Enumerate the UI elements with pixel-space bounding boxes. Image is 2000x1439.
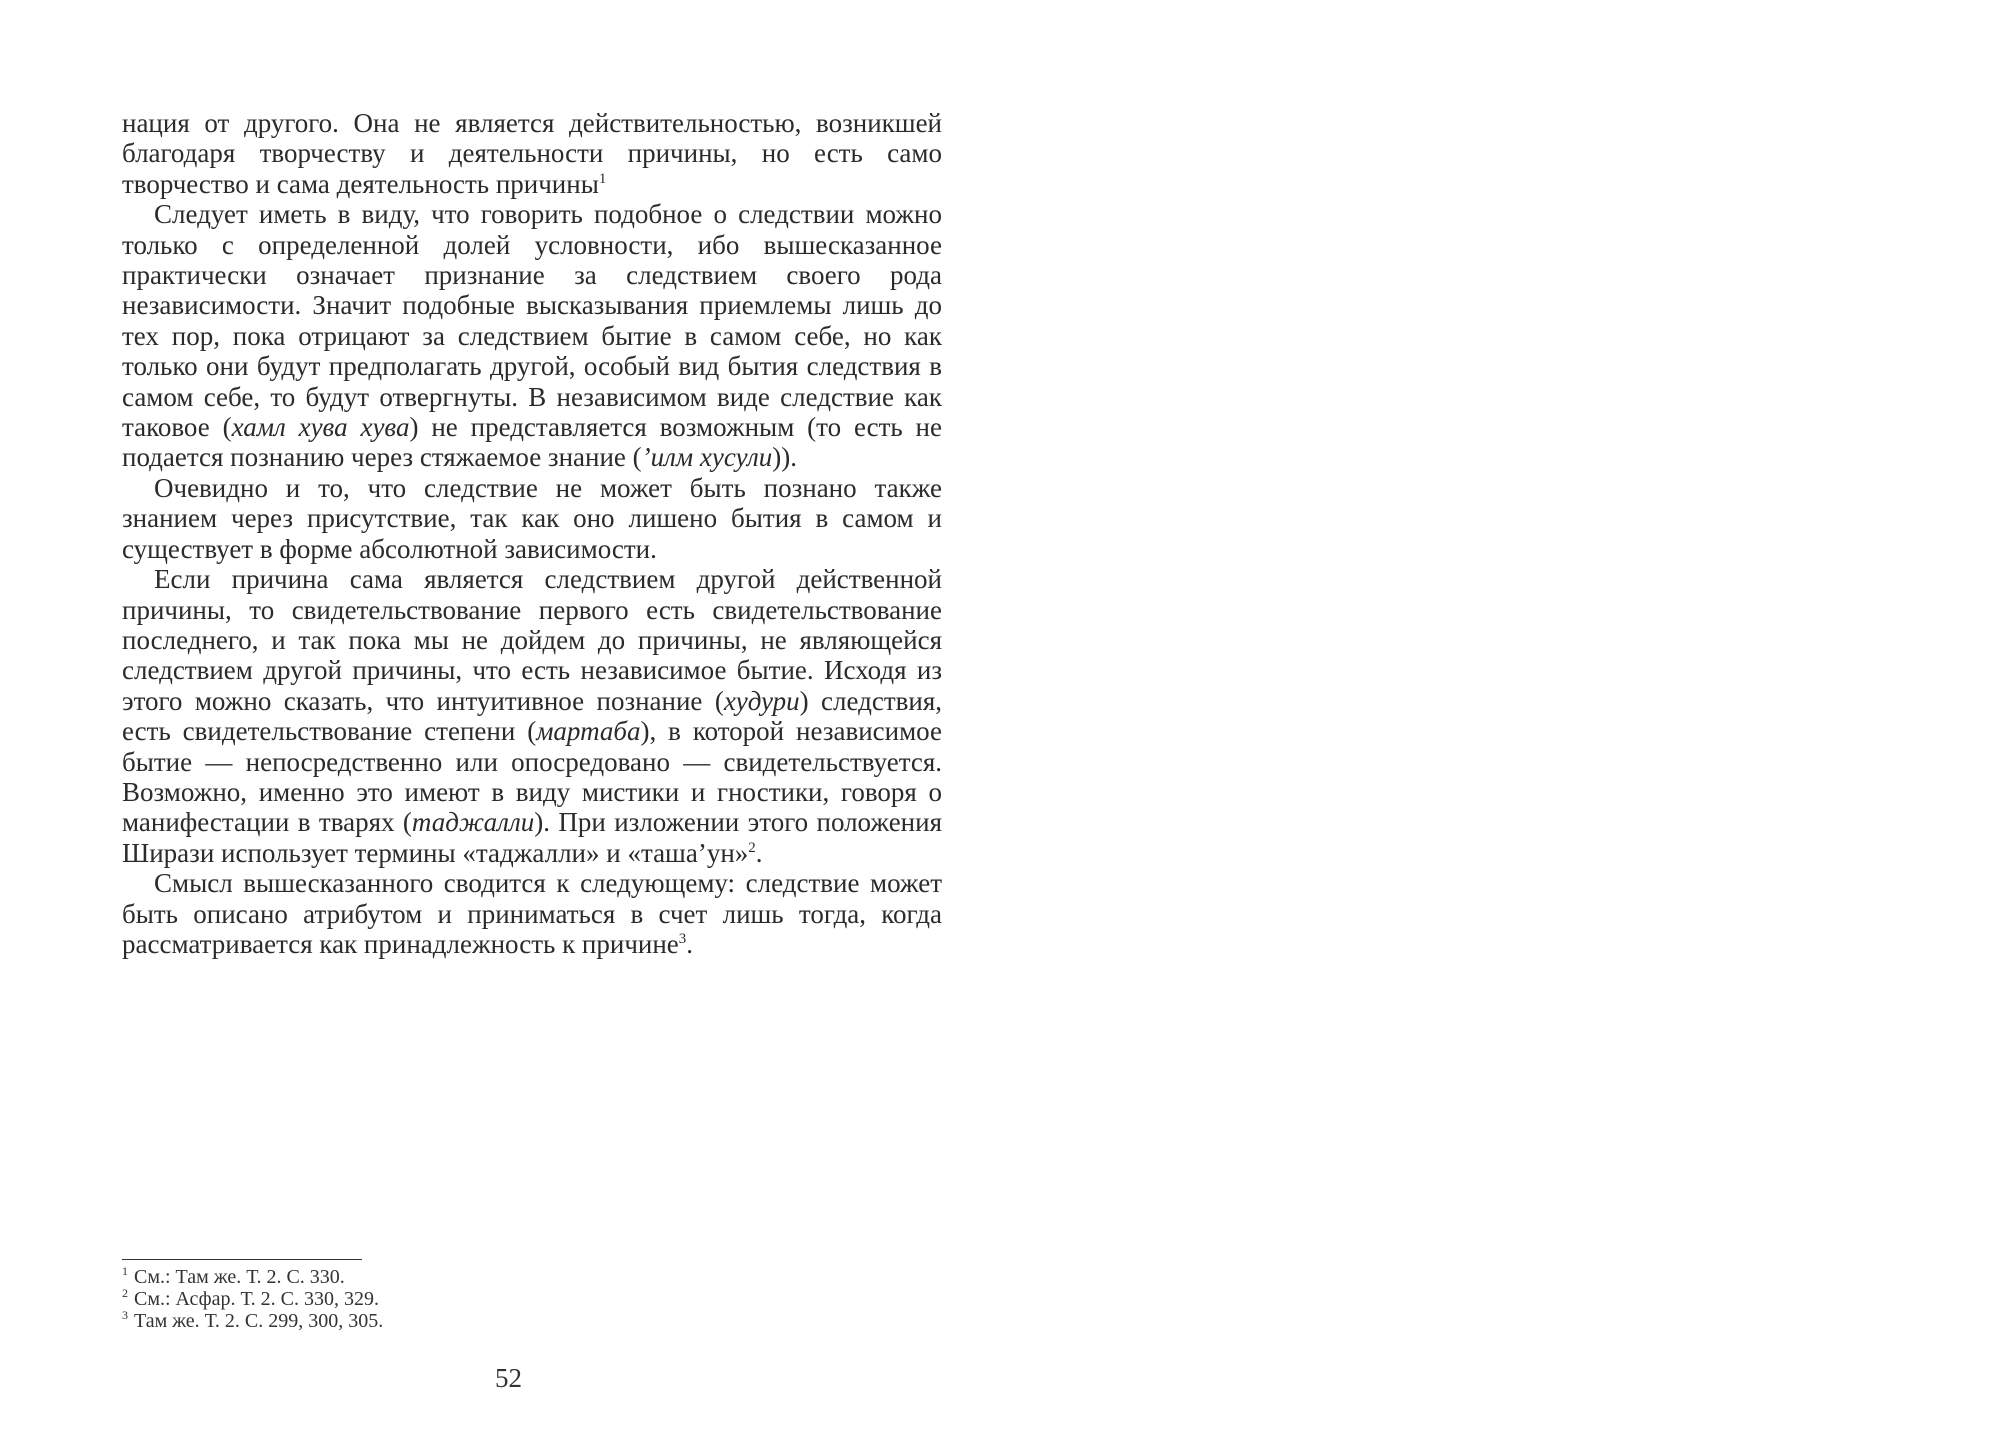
italic-term: ’илм хусули — [641, 442, 773, 473]
footnote-text: Там же. Т. 2. С. 299, 300, 305. — [134, 1310, 384, 1332]
footnote-number: 1 — [122, 1264, 128, 1279]
body-paragraph: Смысл вышесказанного сводится к следующему: следствие может быть описано атрибутом и приниматься в счет лишь тогда, когда рассматривается как принадлежность к причине$^3$. — [122, 868, 942, 959]
body-paragraph: нация от другого. Она не является действительностью, возникшей благодаря творчеству и деятельности причины, но есть само творчество и сама деятельность причины$^1$ — [122, 108, 942, 199]
footnote-rule — [122, 1259, 362, 1260]
footnote — [122, 1266, 622, 1288]
body-paragraph: Следует иметь в виду, что говорить подобное о следствии можно только с определенной долей условности, ибо вышесказанное практически означает признание за следствием своего рода независимости. Значит подобные высказывания приемлемы лишь до тех пор, пока отрицают за следствием бытие в самом себе, но как только они будут предполагать другой, особый вид бытия следствия в самом себе, то будут отвергнуты. В независимом виде следствие как таковое (хамл хува хува) не представляется возможным (то есть не подается познанию через стяжаемое знание (’илм хусули)). — [122, 199, 942, 473]
italic-term: худури — [723, 685, 800, 716]
page-number-left: 52 — [495, 1363, 522, 1393]
footnote — [122, 1288, 622, 1310]
right-page — [1000, 0, 2000, 1439]
footnote — [122, 1310, 622, 1332]
footnote-number: 2 — [122, 1286, 128, 1301]
footnote-number: 3 — [122, 1308, 128, 1323]
footnote-marker: 2 — [748, 839, 756, 856]
italic-term: таджалли — [411, 807, 535, 838]
italic-term: хамл хува хува — [231, 412, 410, 443]
footnotes — [122, 1266, 622, 1332]
footnote-text: См.: Там же. Т. 2. С. 330. — [134, 1266, 345, 1288]
body-paragraph: Если причина сама является следствием другой действенной причины, то свидетельствование первого есть свидетельствование последнего, и так пока мы не дойдем до причины, не являющейся следствием другой причины, что есть независимое бытие. Исходя из этого можно сказать, что интуитивное познание (худури) следствия, есть свидетельствование степени (мартаба), в которой независимое бытие — непосредственно или опосредовано — свидетельствуется. Возможно, именно это имеют в виду мистики и гностики, говоря о манифестации в тварях (таджалли). При изложении этого положения Ширази использует термины «таджалли» и «таша’ун»$^2$. — [122, 564, 942, 868]
left-body-text — [122, 108, 942, 959]
body-paragraph: Очевидно и то, что следствие не может быть познано также знанием через присутствие, так как оно лишено бытия в самом и существует в форме абсолютной зависимости. — [122, 472, 942, 564]
italic-term: мартаба — [536, 716, 641, 747]
footnote-text: См.: Асфар. Т. 2. С. 330, 329. — [134, 1288, 380, 1310]
footnote-marker: 1 — [598, 170, 607, 187]
footnote-marker: 3 — [678, 930, 687, 947]
